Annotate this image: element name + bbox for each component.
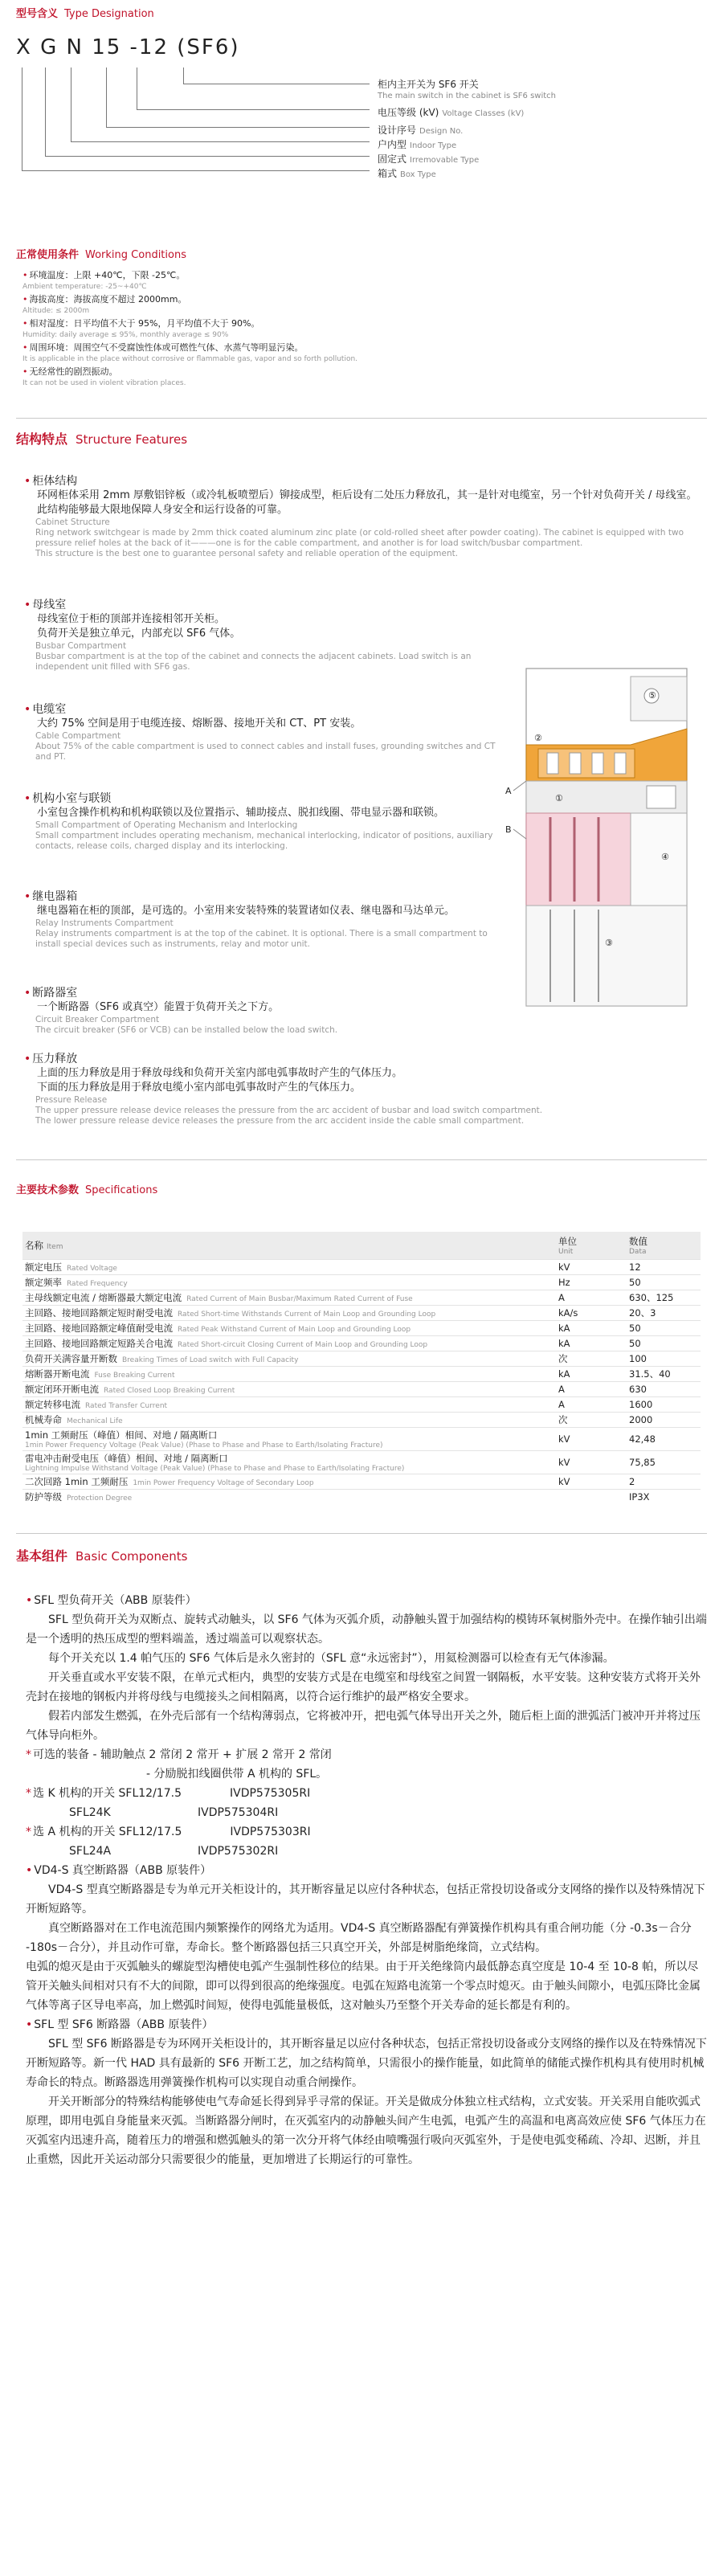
table-row: 熔断器开断电流 Fuse Breaking Current kA 31.5、40	[22, 1367, 701, 1382]
leader-line	[22, 170, 370, 171]
paragraph: 假若内部发生燃弧，在外壳后部有一个结构薄弱点，它将被冲开，把电弧气体导出开关之外，随后柜上面的泄弧活门被冲开并将过压气体导向柜外。	[26, 1710, 701, 1742]
leader-line	[45, 67, 46, 156]
feature-cabinet: • 柜体结构 环网柜体采用 2mm 厚敷铝锌板（或冷轧板喷塑后）铆接成型，柜后设有二处压力释放孔，其一是针对电缆室，另一个针对负荷开关 / 母线室。此结构能够最大限地保障人身安全和运行设备的可靠。 Cabinet Structure Ring network switchgear is made by 2mm thick coated aluminum zinc plate (or cold-rolled sheet after powder coating). The cabinet is equipped with two pressure relief holes at the back of it———one is for the cable compartment, and another is for load switch/busbar compartment. This structure is the best one to guarantee personal safety and reliable operation of the equipment.	[24, 475, 697, 558]
table-row: 主回路、接地回路额定短路关合电流 Rated Short-circuit Closing Current of Main Loop and Grounding Loop kA 50	[22, 1336, 701, 1351]
type-label-switch: 柜内主开关为 SF6 开关 The main switch in the cabinet is SF6 switch	[378, 79, 557, 100]
sfl-heading: • SFL 型负荷开关（ABB 原装件）	[26, 1594, 197, 1607]
a-mechanism-order: * 选 A 机构的开关 SFL12/17.5 IVDP575303RI SFL24A IVDP575302RI	[26, 1826, 311, 1858]
type-label-irremovable: 固定式 Irremovable Type	[378, 153, 480, 165]
vd4-heading: • VD4-S 真空断路器（ABB 原装件）	[26, 1864, 212, 1877]
options-subline: - 分励脱扣线圈供带 A 机构的 SFL。	[146, 1768, 328, 1781]
table-row: 额定电压 Rated Voltage kV 12	[22, 1260, 701, 1275]
section-divider	[16, 418, 707, 419]
table-row: 雷电冲击耐受电压（峰值）相间、对地 / 隔离断口 Lightning Impulse Withstand Voltage (Peak Value) (Phase to Phase and Phase to Earth/Isolating Fracture) kV 75,85	[22, 1451, 701, 1474]
type-label-design-no: 设计序号 Design No.	[378, 125, 464, 136]
cabinet-diagram	[502, 660, 711, 1014]
condition-item: • 周围环境：周围空气不受腐蚀性体或可燃性气体、水蒸气等明显污染。 It is applicable in the place without corrosive or flammable gas, vapor and so forth pollution.	[22, 342, 358, 363]
feature-relay: • 继电器箱 继电器箱在柜的顶部，是可选的。小室用来安装特殊的装置诸如仪表、继电器和马达单元。 Relay Instruments Compartment Relay instruments compartment is at the top of the cabinet. It is optional. There is a small compartment to install special devices such as instruments, relay and motor unit.	[24, 890, 488, 949]
table-row: 二次回路 1min 工频耐压 1min Power Frequency Voltage of Secondary Loop kV 2	[22, 1474, 701, 1490]
column-header-unit: 单位 Unit	[556, 1232, 627, 1260]
table-row: 额定频率 Rated Frequency Hz 50	[22, 1275, 701, 1290]
paragraph: 电弧的熄灭是由于灭弧触头的螺旋型沟槽使电弧产生强制性移位的结果。由于开关绝缘筒内最低静态真空度是 10-4 至 10-8 帕，所以尽管开关触头间相对只有不大的间隙，即可以得到很高的绝缘强度。电弧在短路电流第一个零点时熄灭。由于触头间隙小，电弧压降比金属气体等离子区导电率高，加上燃弧时间短，使得电弧能量极低，这对触头乃至整个开关寿命的延长都是有利的。	[26, 1961, 701, 2012]
column-header-data: 数值 Data	[627, 1232, 701, 1260]
leader-line	[45, 156, 370, 157]
paragraph: SFL 型负荷开关为双断点、旋转式动触头，以 SF6 气体为灭弧介质，动静触头置于加强结构的模铸环氧树脂外壳中。在操作轴引出端是一个透明的热压成型的塑料端盖，透过端盖可以观察状态。	[26, 1613, 707, 1646]
section-divider	[16, 1159, 707, 1160]
paragraph: 每个开关充以 1.4 帕气压的 SF6 气体后是永久密封的（SFL 意“永远密封”），用氦检测器可以检查有无气体渗漏。	[48, 1652, 615, 1665]
specifications-title: 主要技术参数 Specifications	[16, 1184, 158, 1196]
specifications-table	[22, 1232, 701, 1504]
diagram-label-2: ②	[534, 733, 542, 743]
table-row: 防护等级 Protection Degree IP3X	[22, 1490, 701, 1505]
feature-mechanism: • 机构小室与联锁 小室包含操作机构和机构联锁以及位置指示、辅助接点、脱扣线圈、带电显示器和联锁。 Small Compartment of Operating Mechanism and Interlocking Small compartment includes operating mechanism, mechanical interlocking, indicator of positions, auxiliary contacts, release coils, charged display and its interlocking.	[24, 792, 493, 851]
condition-item: • 相对湿度：日平均值不大于 95%，月平均值不大于 90%。 Humidity: daily average ≤ 95%, monthly average ≤ 90%	[22, 318, 260, 339]
type-label-indoor: 户内型 Indoor Type	[378, 139, 457, 150]
table-row: 机械寿命 Mechanical Life 次 2000	[22, 1413, 701, 1428]
table-row: 额定转移电流 Rated Transfer Current A 1600	[22, 1397, 701, 1413]
type-designation-title: 型号含义 Type Designation	[16, 8, 154, 20]
working-conditions-title: 正常使用条件 Working Conditions	[16, 249, 186, 261]
type-label-box: 箱式 Box Type	[378, 168, 436, 179]
feature-breaker: • 断路器室 一个断路器（SF6 或真空）能置于负荷开关之下方。 Circuit Breaker Compartment The circuit breaker (SF6 or VCB) can be installed below the load switch.	[24, 987, 338, 1035]
diagram-label-a: A	[505, 786, 512, 796]
column-header-name: 名称 Item	[22, 1232, 556, 1260]
paragraph: VD4-S 型真空断路器是专为单元开关柜设计的，其开断容量足以应付各种状态，包括正常投切设备或分支网络的操作以及特殊情况下开断短路等。	[26, 1883, 705, 1916]
k-mechanism-order: * 选 K 机构的开关 SFL12/17.5 IVDP575305RI SFL24K IVDP575304RI	[26, 1787, 311, 1819]
options-heading: * 可选的装备 - 辅助触点 2 常闭 2 常开 + 扩展 2 常开 2 常闭	[26, 1748, 332, 1761]
table-row: 主回路、接地回路额定峰值耐受电流 Rated Peak Withstand Current of Main Loop and Grounding Loop kA 50	[22, 1321, 701, 1336]
type-code: X G N 15 -12 (SF6)	[16, 35, 240, 59]
paragraph: 开关垂直或水平安装不限，在单元式柜内，典型的安装方式是在电缆室和母线室之间置一钢隔板，水平安装。这种安装方式将开关外壳封在接地的钢板内并将母线与电缆接头之间相隔离，以符合运行维护的最严格安全要求。	[26, 1671, 701, 1703]
sfl6-heading: • SFL 型 SF6 断路器（ABB 原装件）	[26, 2018, 214, 2031]
basic-components-body	[26, 1591, 707, 2169]
leader-line	[71, 141, 370, 142]
diagram-label-5: ⑤	[648, 690, 656, 701]
diagram-label-1: ①	[555, 793, 563, 803]
condition-item: • 无经常性的剧烈振动。 It can not be used in violent vibration places.	[22, 366, 186, 387]
cabinet-diagram-svg	[502, 660, 711, 1014]
section-divider	[16, 1533, 707, 1534]
feature-cable: • 电缆室 大约 75% 空间是用于电缆连接、熔断器、接地开关和 CT、PT 安装。 Cable Compartment About 75% of the cable compartment is used to connect cables and install fuses, grounding switches and CT and PT.	[24, 703, 496, 762]
feature-busbar: • 母线室 母线室位于柜的顶部并连接相邻开关柜。 负荷开关是独立单元，内部充以 SF6 气体。 Busbar Compartment Busbar compartment is at the top of the cabinet and connects the adjacent cabinets. Load switch is an independent unit filled with SF6 gas.	[24, 599, 472, 672]
diagram-label-b: B	[505, 824, 512, 835]
table-row: 额定闭环开断电流 Rated Closed Loop Breaking Current A 630	[22, 1382, 701, 1397]
leader-line	[183, 67, 184, 84]
table-row: 主回路、接地回路额定短时耐受电流 Rated Short-time Withstands Current of Main Loop and Grounding Loop kA/s 20、3	[22, 1306, 701, 1321]
structure-features-title: 结构特点 Structure Features	[16, 431, 188, 447]
leader-line	[106, 127, 370, 128]
table-header-row	[22, 1232, 701, 1260]
basic-components-title: 基本组件 Basic Components	[16, 1548, 188, 1564]
paragraph: 开关开断部分的特殊结构能够使电气寿命延长得到异乎寻常的保证。开关是做成分体独立柱式结构，立式安装。开关采用自能吹弧式原理，即用电弧自身能量来灭弧。当断路器分闸时，在灭弧室内的动静触头间产生电弧，电弧产生的高温和电离高效应使 SF6 气体压力在灭弧室内迅速升高，随着压力的增强和燃弧触头的第一次分开将气体经由喷嘴强行吸向灭弧室外，于是使电弧变稀疏、冷却、迟断，并且止重燃，因此开关运动部分只需要很少的能量，更加增进了长期运行的可靠性。	[26, 2096, 706, 2166]
table-row: 主母线额定电流 / 熔断器最大额定电流 Rated Current of Main Busbar/Maximum Rated Current of Fuse A 630、125	[22, 1290, 701, 1306]
paragraph: SFL 型 SF6 断路器是专为环网开关柜设计的，其开断容量足以应付各种状态，包括正常投切设备或分支网络的操作以及在特殊情况下开断短路等。新一代 HAD 具有最新的 SF6 开断工艺，加之结构简单，只需很小的操作能量，如此简单的储能式操作机构具有使用时机械寿命长的特点。断路器选用弹簧操作机构可以实现自动重合闸操作。	[26, 2038, 707, 2089]
condition-item: • 环境温度：上限 +40℃，下限 -25℃。 Ambient temperature: -25~+40℃	[22, 270, 186, 291]
table-row: 1min 工频耐压（峰值）相间、对地 / 隔离断口 1min Power Frequency Voltage (Peak Value) (Phase to Phase and Phase to Earth/Isolating Fracture) kV 42,48	[22, 1428, 701, 1451]
feature-pressure: • 压力释放 上面的压力释放是用于释放母线和负荷开关室内部电弧事故时产生的气体压力。 下面的压力释放是用于释放电缆小室内部电弧事故时产生的气体压力。 Pressure Release The upper pressure release device releases the pressure from the arc accident of busbar and load switch compartment. The lower pressure release device releases the pressure from the arc accident inside the cable small compartment.	[24, 1053, 543, 1126]
leader-line	[137, 109, 370, 110]
leader-line	[106, 67, 107, 127]
condition-item: • 海拔高度：海拔高度不超过 2000mm。 Altitude: ≤ 2000m	[22, 294, 187, 315]
diagram-label-3: ③	[605, 938, 613, 948]
diagram-label-4: ④	[661, 852, 669, 862]
table-row: 负荷开关满容量开断数 Breaking Times of Load switch with Full Capacity 次 100	[22, 1351, 701, 1367]
type-label-voltage: 电压等级 (kV) Voltage Classes (kV)	[378, 107, 525, 118]
paragraph: 真空断路器对在工作电流范围内频繁操作的网络尤为适用。VD4-S 真空断路器配有弹簧操作机构具有重合闸功能（分 -0.3s－合分 -180s－合分），并且动作可靠，寿命长。整个断路器包括三只真空开关，外部是树脂绝缘筒，立式结构。	[26, 1922, 692, 1954]
